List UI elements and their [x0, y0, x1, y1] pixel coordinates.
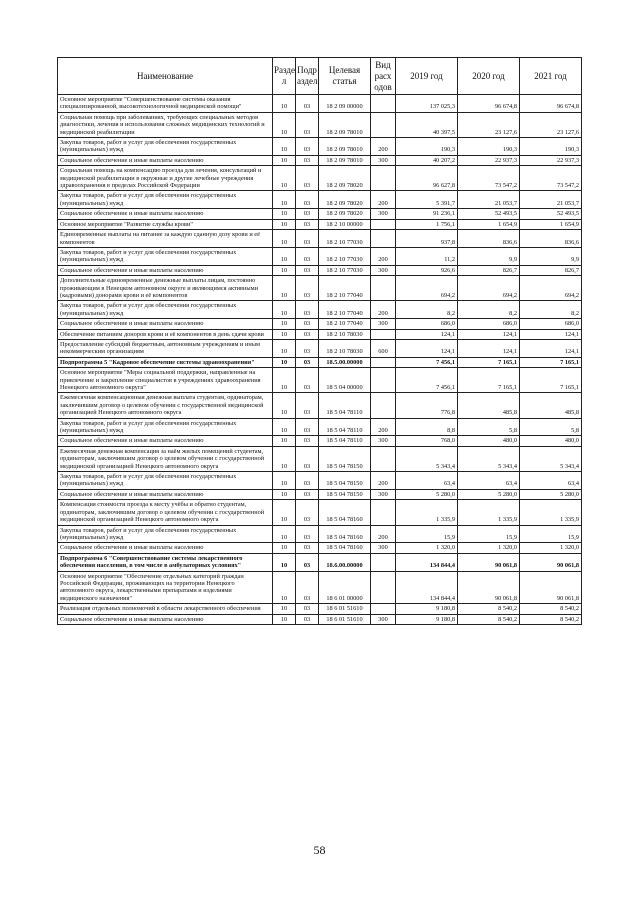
row-value-2019: 8,2	[396, 301, 458, 319]
row-value-2019: 5 280,0	[396, 489, 458, 499]
header-subsection: Подр аздел	[296, 58, 319, 95]
row-expense-type: 600	[371, 339, 396, 357]
row-value-2020: 63,4	[458, 472, 520, 490]
row-expense-type: 200	[371, 472, 396, 490]
row-target-article: 18 2 09 78020	[319, 166, 371, 191]
row-value-2020: 9,9	[458, 247, 520, 265]
row-target-article: 18 5 04 78150	[319, 489, 371, 499]
row-value-2021: 7 165,1	[520, 357, 582, 367]
row-section: 10	[273, 472, 296, 490]
row-name: Основное мероприятие "Развитие службы крови"	[58, 219, 273, 229]
row-value-2020: 1 654,9	[458, 219, 520, 229]
row-name: Закупка товаров, работ и услуг для обеспечения государственных (муниципальных) нужд	[58, 247, 273, 265]
row-value-2019: 40 397,5	[396, 112, 458, 137]
row-expense-type	[371, 553, 396, 571]
row-section: 10	[273, 301, 296, 319]
row-expense-type: 200	[371, 191, 396, 209]
row-value-2021: 96 674,8	[520, 95, 582, 113]
row-target-article: 18 5 04 78160	[319, 500, 371, 525]
table-row	[58, 265, 582, 275]
row-subsection: 03	[296, 614, 319, 624]
table-row	[58, 247, 582, 265]
row-value-2020: 23 127,6	[458, 112, 520, 137]
row-value-2020: 15,9	[458, 525, 520, 543]
row-value-2020: 52 493,5	[458, 209, 520, 219]
row-expense-type	[371, 166, 396, 191]
row-expense-type: 300	[371, 265, 396, 275]
row-name: Социальное обеспечение и иные выплаты населению	[58, 436, 273, 446]
row-target-article: 18 2 09 00000	[319, 95, 371, 113]
row-section: 10	[273, 446, 296, 471]
row-target-article: 18 2 10 00000	[319, 219, 371, 229]
row-value-2019: 124,1	[396, 329, 458, 339]
row-name: Социальное обеспечение и иные выплаты населению	[58, 614, 273, 624]
row-name: Закупка товаров, работ и услуг для обеспечения государственных (муниципальных) нужд	[58, 472, 273, 490]
row-expense-type	[371, 500, 396, 525]
row-expense-type	[371, 219, 396, 229]
row-value-2020: 124,1	[458, 339, 520, 357]
table-row	[58, 604, 582, 614]
header-year-2021: 2021 год	[520, 58, 582, 95]
header-target-article: Целевая статья	[319, 58, 371, 95]
row-value-2019: 11,2	[396, 247, 458, 265]
row-value-2020: 8,2	[458, 301, 520, 319]
row-target-article: 18 6 01 51610	[319, 604, 371, 614]
row-section: 10	[273, 276, 296, 301]
row-value-2020: 21 053,7	[458, 191, 520, 209]
row-expense-type	[371, 571, 396, 604]
row-value-2021: 8 540,2	[520, 604, 582, 614]
row-value-2021: 1 320,0	[520, 543, 582, 553]
row-value-2019: 694,2	[396, 276, 458, 301]
row-value-2019: 686,0	[396, 319, 458, 329]
header-expense-type: Вид расх одов	[371, 58, 396, 95]
row-subsection: 03	[296, 472, 319, 490]
row-value-2021: 485,8	[520, 393, 582, 418]
row-value-2019: 7 456,1	[396, 368, 458, 393]
row-value-2020: 8 540,2	[458, 604, 520, 614]
table-body	[58, 95, 582, 625]
row-section: 10	[273, 319, 296, 329]
row-expense-type: 200	[371, 301, 396, 319]
row-value-2019: 776,8	[396, 393, 458, 418]
row-subsection: 03	[296, 500, 319, 525]
row-subsection: 03	[296, 219, 319, 229]
row-expense-type: 300	[371, 155, 396, 165]
table-row	[58, 543, 582, 553]
row-subsection: 03	[296, 230, 319, 248]
row-expense-type: 300	[371, 543, 396, 553]
row-expense-type	[371, 329, 396, 339]
row-target-article: 18 2 10 77030	[319, 230, 371, 248]
row-expense-type	[371, 95, 396, 113]
row-target-article: 18 5 04 78160	[319, 543, 371, 553]
row-section: 10	[273, 230, 296, 248]
row-target-article: 18.5.00.00000	[319, 357, 371, 367]
row-value-2019: 937,8	[396, 230, 458, 248]
row-expense-type: 300	[371, 436, 396, 446]
row-target-article: 18 2 10 78030	[319, 329, 371, 339]
row-name: Компенсация стоимости проезда к месту учёбы и обратно студентам, ординаторам, заключившим договор о целевом обучении с государственной медицинской организацией Ненецкого автономного округа	[58, 500, 273, 525]
row-value-2019: 124,1	[396, 339, 458, 357]
table-row	[58, 553, 582, 571]
row-value-2019: 63,4	[396, 472, 458, 490]
header-year-2019: 2019 год	[396, 58, 458, 95]
row-name: Социальная помощь при заболеваниях, требующих специальных методов диагностики, лечения и использования сложных медицинских технологий и медицинской реабилитации	[58, 112, 273, 137]
row-value-2020: 96 674,8	[458, 95, 520, 113]
row-value-2020: 826,7	[458, 265, 520, 275]
row-value-2021: 5,8	[520, 418, 582, 436]
table-row	[58, 368, 582, 393]
table-row	[58, 319, 582, 329]
table-row	[58, 209, 582, 219]
budget-table	[57, 57, 582, 625]
row-name: Единовременные выплаты на питание за каждую сданную дозу крови и её компонентов	[58, 230, 273, 248]
row-value-2021: 480,0	[520, 436, 582, 446]
row-subsection: 03	[296, 446, 319, 471]
row-section: 10	[273, 614, 296, 624]
row-target-article: 18 2 09 78010	[319, 112, 371, 137]
row-subsection: 03	[296, 166, 319, 191]
row-subsection: 03	[296, 368, 319, 393]
row-subsection: 03	[296, 138, 319, 156]
row-target-article: 18 2 10 78030	[319, 339, 371, 357]
row-value-2020: 90 061,8	[458, 571, 520, 604]
row-target-article: 18 5 04 78110	[319, 436, 371, 446]
row-section: 10	[273, 436, 296, 446]
row-value-2020: 1 335,9	[458, 500, 520, 525]
table-row	[58, 329, 582, 339]
row-value-2020: 485,8	[458, 393, 520, 418]
row-name: Подпрограмма 6 "Совершенствование системы лекарственного обеспечения населения, в том числе в амбулаторных условиях"	[58, 553, 273, 571]
row-value-2021: 7 165,1	[520, 368, 582, 393]
table-row	[58, 418, 582, 436]
row-expense-type	[371, 446, 396, 471]
row-name: Социальное обеспечение и иные выплаты населению	[58, 209, 273, 219]
row-expense-type: 300	[371, 614, 396, 624]
row-value-2021: 124,1	[520, 339, 582, 357]
row-subsection: 03	[296, 436, 319, 446]
row-target-article: 18 2 10 77040	[319, 301, 371, 319]
table-row	[58, 166, 582, 191]
row-subsection: 03	[296, 95, 319, 113]
table-row	[58, 155, 582, 165]
row-subsection: 03	[296, 604, 319, 614]
row-value-2020: 7 165,1	[458, 368, 520, 393]
table-row	[58, 393, 582, 418]
table-header-row	[58, 58, 582, 95]
row-name: Реализация отдельных полномочий в области лекарственного обеспечения	[58, 604, 273, 614]
row-expense-type	[371, 357, 396, 367]
row-value-2020: 5,8	[458, 418, 520, 436]
table-row	[58, 276, 582, 301]
row-subsection: 03	[296, 247, 319, 265]
row-value-2020: 836,6	[458, 230, 520, 248]
row-value-2020: 90 061,8	[458, 553, 520, 571]
row-section: 10	[273, 357, 296, 367]
row-value-2020: 124,1	[458, 329, 520, 339]
table-row	[58, 500, 582, 525]
row-expense-type	[371, 112, 396, 137]
row-value-2021: 23 127,6	[520, 112, 582, 137]
row-name: Основное мероприятие "Совершенствование системы оказания специализированной, высокотехнологичной медицинской помощи"	[58, 95, 273, 113]
header-name: Наименование	[58, 58, 273, 95]
row-section: 10	[273, 191, 296, 209]
row-value-2020: 686,0	[458, 319, 520, 329]
row-value-2019: 5 343,4	[396, 446, 458, 471]
row-section: 10	[273, 112, 296, 137]
row-value-2019: 134 844,4	[396, 553, 458, 571]
row-name: Социальное обеспечение и иные выплаты населению	[58, 489, 273, 499]
row-value-2019: 190,3	[396, 138, 458, 156]
table-row	[58, 219, 582, 229]
row-value-2021: 9,9	[520, 247, 582, 265]
row-subsection: 03	[296, 112, 319, 137]
row-section: 10	[273, 138, 296, 156]
row-value-2020: 8 540,2	[458, 614, 520, 624]
row-value-2019: 40 207,2	[396, 155, 458, 165]
row-target-article: 18 2 09 78020	[319, 191, 371, 209]
row-section: 10	[273, 571, 296, 604]
row-name: Закупка товаров, работ и услуг для обеспечения государственных (муниципальных) нужд	[58, 525, 273, 543]
row-name: Подпрограмма 5 "Кадровое обеспечение системы здравоохранения"	[58, 357, 273, 367]
row-target-article: 18 5 04 78160	[319, 525, 371, 543]
row-value-2019: 15,9	[396, 525, 458, 543]
row-name: Предоставление субсидий бюджетным, автономным учреждениям и иным некоммерческим организациям	[58, 339, 273, 357]
row-name: Ежемесячная компенсационная денежная выплата студентам, ординаторам, заключившим договор о целевом обучении с государственной медицинской организацией Ненецкого автономного округа	[58, 393, 273, 418]
row-name: Социальное обеспечение и иные выплаты населению	[58, 265, 273, 275]
row-target-article: 18.6.00.00000	[319, 553, 371, 571]
row-section: 10	[273, 219, 296, 229]
row-value-2021: 5 280,0	[520, 489, 582, 499]
row-value-2021: 5 343,4	[520, 446, 582, 471]
row-value-2020: 5 343,4	[458, 446, 520, 471]
row-target-article: 18 2 10 77030	[319, 265, 371, 275]
row-name: Основное мероприятие "Меры социальной поддержки, направленные на привлечение и закрепление специалистов в учреждениях здравоохранения Ненецкого автономного округа"	[58, 368, 273, 393]
table-row	[58, 436, 582, 446]
row-value-2019: 5 391,7	[396, 191, 458, 209]
row-subsection: 03	[296, 393, 319, 418]
table-row	[58, 446, 582, 471]
row-value-2021: 63,4	[520, 472, 582, 490]
row-subsection: 03	[296, 571, 319, 604]
row-section: 10	[273, 329, 296, 339]
row-value-2020: 7 165,1	[458, 357, 520, 367]
row-name: Дополнительные единовременные денежные выплаты лицам, постоянно проживающим в Ненецком автономном округе и являющимся активными (кадровыми) донорами крови и её компонентов	[58, 276, 273, 301]
row-expense-type	[371, 393, 396, 418]
row-subsection: 03	[296, 276, 319, 301]
row-name: Ежемесячная денежная компенсация за наём жилых помещений студентам, ординаторам, заключившим договор о целевом обучении с государственной медицинской организацией Ненецкого автономного округа	[58, 446, 273, 471]
row-name: Социальное обеспечение и иные выплаты населению	[58, 155, 273, 165]
row-target-article: 18 5 04 00000	[319, 368, 371, 393]
row-value-2021: 836,6	[520, 230, 582, 248]
row-target-article: 18 5 04 78110	[319, 418, 371, 436]
row-expense-type: 200	[371, 418, 396, 436]
row-subsection: 03	[296, 301, 319, 319]
row-target-article: 18 2 09 78010	[319, 155, 371, 165]
row-expense-type	[371, 368, 396, 393]
row-section: 10	[273, 339, 296, 357]
row-section: 10	[273, 155, 296, 165]
row-target-article: 18 2 10 77030	[319, 247, 371, 265]
row-section: 10	[273, 166, 296, 191]
row-section: 10	[273, 393, 296, 418]
row-expense-type: 200	[371, 525, 396, 543]
row-subsection: 03	[296, 357, 319, 367]
row-name: Закупка товаров, работ и услуг для обеспечения государственных (муниципальных) нужд	[58, 301, 273, 319]
row-section: 10	[273, 525, 296, 543]
table-row	[58, 339, 582, 357]
row-subsection: 03	[296, 418, 319, 436]
row-value-2019: 1 756,1	[396, 219, 458, 229]
row-expense-type: 300	[371, 209, 396, 219]
table-row	[58, 191, 582, 209]
row-target-article: 18 2 09 78010	[319, 138, 371, 156]
row-value-2021: 8,2	[520, 301, 582, 319]
row-section: 10	[273, 418, 296, 436]
row-subsection: 03	[296, 319, 319, 329]
row-target-article: 18 6 01 00000	[319, 571, 371, 604]
row-name: Социальное обеспечение и иные выплаты населению	[58, 319, 273, 329]
row-subsection: 03	[296, 489, 319, 499]
row-section: 10	[273, 553, 296, 571]
row-subsection: 03	[296, 339, 319, 357]
row-subsection: 03	[296, 525, 319, 543]
row-subsection: 03	[296, 155, 319, 165]
row-value-2020: 5 280,0	[458, 489, 520, 499]
row-expense-type: 200	[371, 247, 396, 265]
row-expense-type: 300	[371, 319, 396, 329]
row-name: Закупка товаров, работ и услуг для обеспечения государственных (муниципальных) нужд	[58, 418, 273, 436]
row-expense-type: 200	[371, 138, 396, 156]
row-value-2021: 686,0	[520, 319, 582, 329]
table-row	[58, 489, 582, 499]
row-value-2019: 1 320,0	[396, 543, 458, 553]
row-value-2021: 90 061,8	[520, 571, 582, 604]
header-year-2020: 2020 год	[458, 58, 520, 95]
row-target-article: 18 2 10 77040	[319, 276, 371, 301]
row-value-2021: 52 493,5	[520, 209, 582, 219]
table-row	[58, 230, 582, 248]
row-target-article: 18 5 04 78150	[319, 446, 371, 471]
table-row	[58, 138, 582, 156]
row-value-2019: 91 236,1	[396, 209, 458, 219]
row-value-2019: 7 456,1	[396, 357, 458, 367]
row-value-2020: 1 320,0	[458, 543, 520, 553]
row-value-2019: 9 180,8	[396, 604, 458, 614]
row-name: Закупка товаров, работ и услуг для обеспечения государственных (муниципальных) нужд	[58, 138, 273, 156]
row-value-2021: 1 654,9	[520, 219, 582, 229]
row-value-2019: 8,8	[396, 418, 458, 436]
row-value-2019: 137 025,3	[396, 95, 458, 113]
row-subsection: 03	[296, 329, 319, 339]
row-expense-type	[371, 230, 396, 248]
row-target-article: 18 2 09 78020	[319, 209, 371, 219]
row-value-2021: 8 540,2	[520, 614, 582, 624]
row-section: 10	[273, 489, 296, 499]
page-number: 58	[313, 843, 326, 857]
row-name: Социальная помощь на компенсацию проезда для лечения, консультаций и медицинской реабилитации в окружные и другие лечебные учреждения здравоохранения в пределах Российской Федерации	[58, 166, 273, 191]
row-section: 10	[273, 209, 296, 219]
row-value-2021: 1 335,9	[520, 500, 582, 525]
row-target-article: 18 5 04 78150	[319, 472, 371, 490]
row-value-2020: 694,2	[458, 276, 520, 301]
table-row	[58, 357, 582, 367]
row-value-2019: 768,0	[396, 436, 458, 446]
row-name: Закупка товаров, работ и услуг для обеспечения государственных (муниципальных) нужд	[58, 191, 273, 209]
row-value-2021: 190,3	[520, 138, 582, 156]
row-name: Социальное обеспечение и иные выплаты населению	[58, 543, 273, 553]
row-value-2020: 480,0	[458, 436, 520, 446]
row-expense-type	[371, 604, 396, 614]
row-value-2020: 73 547,2	[458, 166, 520, 191]
row-target-article: 18 6 01 51610	[319, 614, 371, 624]
row-value-2019: 1 335,9	[396, 500, 458, 525]
row-expense-type: 300	[371, 489, 396, 499]
row-subsection: 03	[296, 209, 319, 219]
row-expense-type	[371, 276, 396, 301]
table-row	[58, 301, 582, 319]
row-subsection: 03	[296, 191, 319, 209]
row-subsection: 03	[296, 265, 319, 275]
row-section: 10	[273, 543, 296, 553]
row-name: Основное мероприятие "Обеспечение отдельных категорий граждан Российской Федерации, проживающих на территории Ненецкого автономного округа, лекарственными препаратами и изделиями медицинского назначения"	[58, 571, 273, 604]
row-section: 10	[273, 500, 296, 525]
row-value-2019: 926,6	[396, 265, 458, 275]
row-value-2020: 22 937,3	[458, 155, 520, 165]
row-value-2020: 190,3	[458, 138, 520, 156]
row-value-2021: 22 937,3	[520, 155, 582, 165]
table-row	[58, 525, 582, 543]
row-value-2021: 73 547,2	[520, 166, 582, 191]
header-section: Разде л	[273, 58, 296, 95]
row-section: 10	[273, 247, 296, 265]
table-row	[58, 112, 582, 137]
row-name: Обеспечение питанием доноров крови и её компонентов в день сдачи крови	[58, 329, 273, 339]
row-value-2019: 96 627,8	[396, 166, 458, 191]
row-section: 10	[273, 604, 296, 614]
table-row	[58, 614, 582, 624]
row-section: 10	[273, 368, 296, 393]
table-row	[58, 472, 582, 490]
row-subsection: 03	[296, 553, 319, 571]
row-value-2021: 694,2	[520, 276, 582, 301]
row-value-2019: 134 844,4	[396, 571, 458, 604]
row-value-2019: 9 180,8	[396, 614, 458, 624]
row-value-2021: 826,7	[520, 265, 582, 275]
row-target-article: 18 5 04 78110	[319, 393, 371, 418]
table-row	[58, 95, 582, 113]
row-subsection: 03	[296, 543, 319, 553]
row-target-article: 18 2 10 77040	[319, 319, 371, 329]
row-section: 10	[273, 265, 296, 275]
table-row	[58, 571, 582, 604]
row-value-2021: 124,1	[520, 329, 582, 339]
row-value-2021: 90 061,8	[520, 553, 582, 571]
row-section: 10	[273, 95, 296, 113]
row-value-2021: 15,9	[520, 525, 582, 543]
row-value-2021: 21 053,7	[520, 191, 582, 209]
